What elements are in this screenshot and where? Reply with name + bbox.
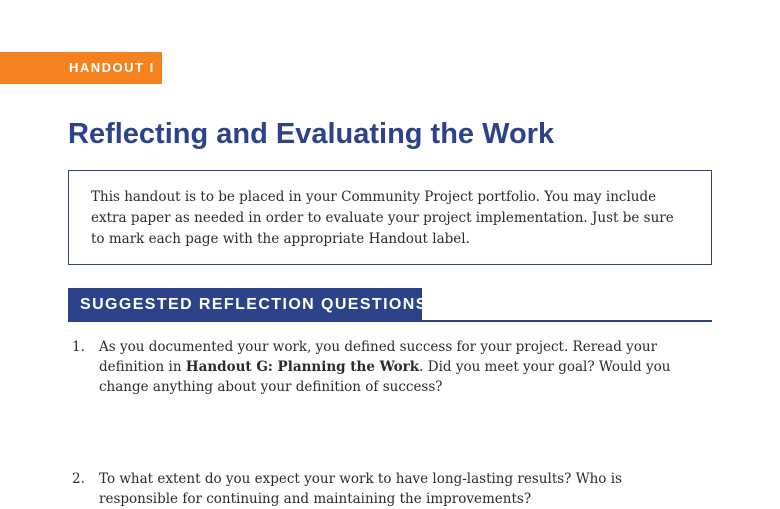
intro-text: This handout is to be placed in your Community Project portfolio. You may include extra paper as needed in order to evaluate your project implementation. Just be sure to mark each page with the appropriate Handout label. <box>91 189 674 247</box>
question-text-start: As you documented your work, you defined success for your project. Reread your definition in <box>99 339 658 375</box>
section-heading-bar <box>68 288 428 321</box>
page-title: Reflecting and Evaluating the Work <box>68 118 555 150</box>
question-text-end: . Did you meet your goal? Would you change anything about your definition of success? <box>99 359 671 395</box>
question-text <box>99 469 692 509</box>
section-divider <box>68 320 712 322</box>
section-heading: SUGGESTED REFLECTION QUESTIONS <box>80 296 428 313</box>
question-reference: Handout G: Planning the Work <box>185 359 420 375</box>
question-number: 1. <box>72 339 85 355</box>
question-item <box>72 337 692 397</box>
question-text <box>99 337 692 397</box>
question-number: 2. <box>72 471 85 487</box>
intro-box <box>68 170 712 265</box>
question-text-start: To what extent do you expect your work to have long-lasting results? Who is responsible for continuing and maintaining the improvements? <box>99 471 622 507</box>
handout-tab <box>0 52 162 84</box>
question-item <box>72 469 692 509</box>
handout-tab-label: HANDOUT I <box>69 60 155 75</box>
